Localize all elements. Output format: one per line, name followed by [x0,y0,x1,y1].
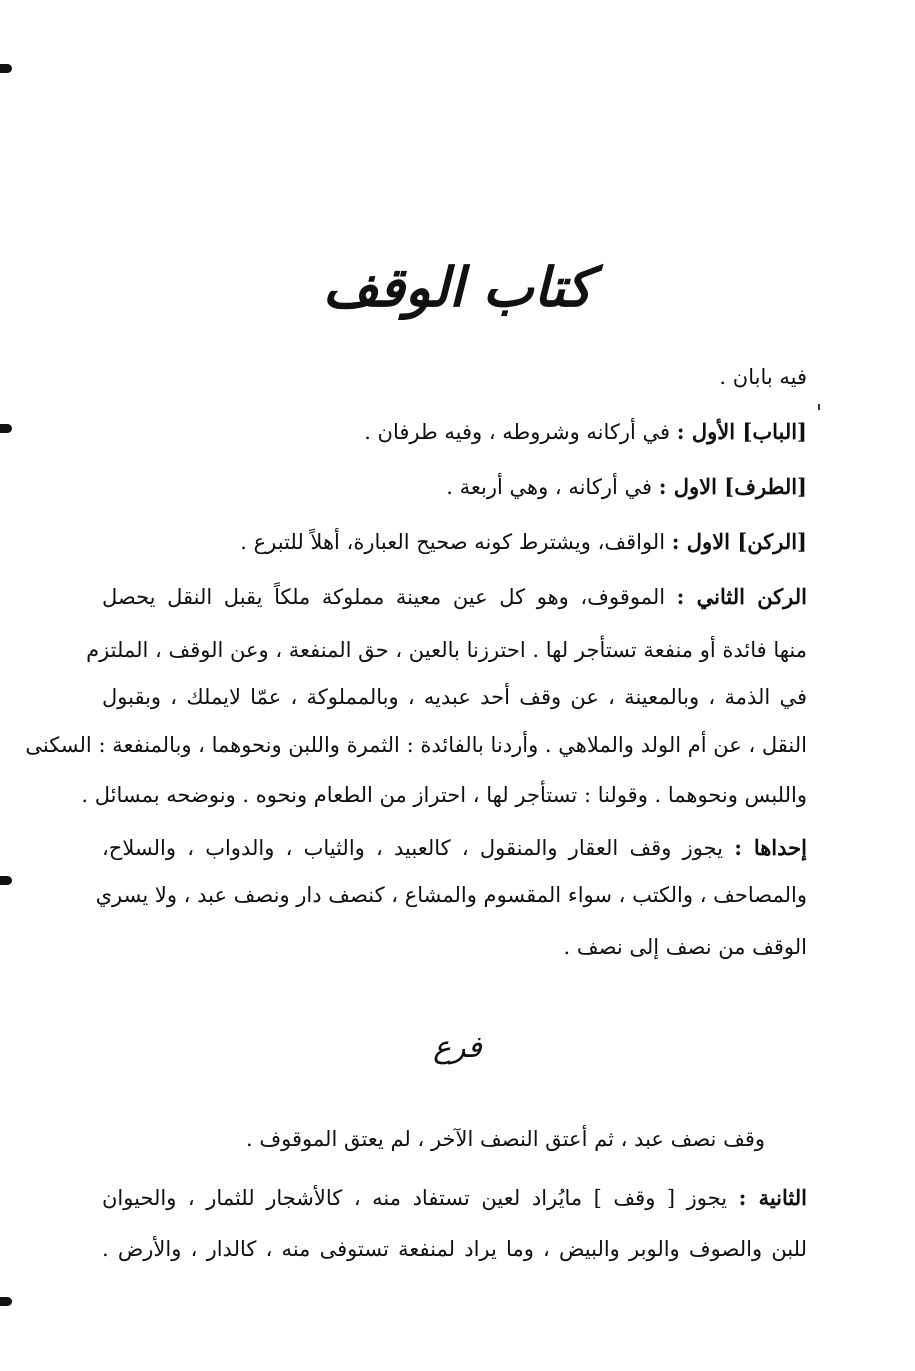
rukn2-line-4: النقل ، عن أم الولد والملاهي . وأردنا بالفائدة : الثمرة واللبن ونحوهما ، وبالمنفعة : السكنى [25,733,807,757]
page-title: كتاب الوقف [322,255,593,319]
ihdaha-line-1 [102,833,807,863]
bab1-text: في أركانه وشروطه ، وفيه طرفان . [364,420,671,444]
ihdaha-line-2: والمصاحف ، والكتب ، سواء المقسوم والمشاع ، كنصف دار ونصف عبد ، ولا يسري [95,883,807,907]
speck [818,404,820,410]
rukn2-text-1: الموقوف، وهو كل عين معينة مملوكة ملكاً يقبل النقل يحصل [102,585,666,609]
thaniya-text-1: يجوز [ وقف ] مايُراد لعين تستفاد منه ، كالأشجار للثمار ، والحيوان [102,1186,728,1210]
edge-mark-3 [0,876,12,885]
rukn2-line-1 [102,582,807,612]
rukn1-text: الواقف، ويشترط كونه صحيح العبارة، أهلاً للتبرع . [240,530,666,554]
edge-mark-4 [0,1297,12,1306]
rukn2-line-2: منها فائدة أو منفعة تستأجر لها . احترزنا بالعين ، حق المنفعة ، وعن الوقف ، الملتزم [86,638,807,662]
intro-line: فيه بابان . [719,365,807,389]
rukn2-label: الركن الثاني : [676,584,807,609]
taraf1-text: في أركانه ، وهي أربعة . [446,475,653,499]
thaniya-line-2: للبن والصوف والوبر والبيض ، وما يراد لمنفعة تستوفى منه ، كالدار ، والأرض . [102,1237,807,1261]
far-text: وقف نصف عبد ، ثم أعتق النصف الآخر ، لم يعتق الموقوف . [246,1127,765,1151]
bab1-label: [الباب] الأول : [676,419,807,444]
ihdaha-label: إحداها : [734,835,807,860]
ihdaha-line-3: الوقف من نصف إلى نصف . [563,935,807,959]
far-heading: فرع [433,1030,482,1065]
rukn2-line-5: واللبس ونحوهما . وقولنا : تستأجر لها ، احتراز من الطعام ونحوه . ونوضحه بمسائل . [81,783,807,807]
edge-mark-1 [0,64,12,73]
thaniya-line-1 [102,1183,807,1213]
bab1-line [364,417,807,447]
rukn1-label: [الركن] الاول : [671,529,807,554]
taraf1-label: [الطرف] الاول : [658,474,807,499]
thaniya-label: الثانية : [738,1185,807,1210]
edge-mark-2 [0,424,12,433]
taraf1-line [446,472,807,502]
rukn2-line-3: في الذمة ، وبالمعينة ، عن وقف أحد عبديه ، وبالمملوكة ، عمّا لايملك ، وبقبول [102,685,807,709]
rukn1-line [240,527,807,557]
ihdaha-text-1: يجوز وقف العقار والمنقول ، كالعبيد ، والثياب ، والدواب ، والسلاح، [102,836,723,860]
